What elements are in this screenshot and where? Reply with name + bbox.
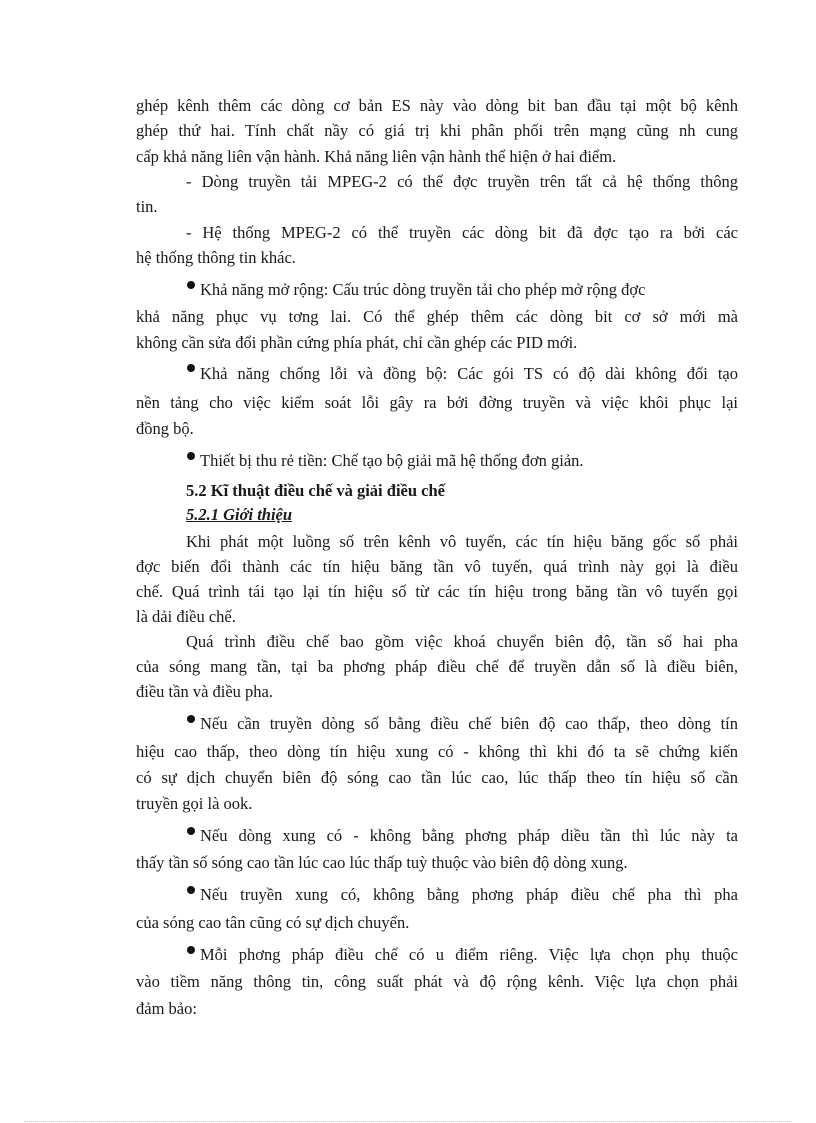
text-line: - Hệ thống MPEG-2 có thể truyền các dòng bit đã đợc tạo ra bởi các bbox=[186, 223, 738, 242]
text-line: Khi phát một luồng số trên kênh vô tuyến, các tín hiệu băng gốc số phải bbox=[186, 532, 738, 551]
text-line: của sóng cao tân cũng có sự dịch chuyển. bbox=[136, 913, 410, 932]
text-line: Mỗi phơng pháp điều chế có u điểm riêng. Việc lựa chọn phụ thuộc bbox=[200, 945, 738, 964]
bullet-icon bbox=[187, 946, 195, 954]
text-line: cấp khả năng liên vận hành. Khả năng liên vận hành thể hiện ở hai điểm. bbox=[136, 147, 617, 166]
text-line: vào tiềm năng thông tin, công suất phát và độ rộng kênh. Việc lựa chọn phải bbox=[136, 972, 738, 991]
text-line: Quá trình điều chế bao gồm việc khoá chuyển biên độ, tần số hai pha bbox=[186, 632, 738, 651]
text-line: - Dòng truyền tải MPEG-2 có thể đợc truyền trên tất cả hệ thống thông bbox=[186, 172, 738, 191]
bullet-icon bbox=[187, 452, 195, 460]
text-line: Thiết bị thu rẻ tiền: Chế tạo bộ giải mã hệ thống đơn giản. bbox=[200, 451, 584, 470]
text-line: đồng bộ. bbox=[136, 419, 194, 438]
text-line: chế. Quá trình tái tạo lại tín hiệu số từ các tín hiệu trong băng tần vô tuyến gọi bbox=[136, 582, 738, 601]
text-line: đợc biến đổi thành các tín hiệu băng tần vô tuyến, quá trình này gọi là điều bbox=[136, 557, 738, 576]
bullet-icon bbox=[187, 715, 195, 723]
text-line: Nếu cần truyền dòng số bằng điều chế biên độ cao thấp, theo dòng tín bbox=[200, 714, 738, 733]
text-line: có sự dịch chuyển biên độ sóng cao tần lúc cao, lúc thấp theo tín hiệu số cần bbox=[136, 768, 738, 787]
text-line: nền tảng cho việc kiểm soát lỗi gây ra bởi đờng truyền và việc khôi phục lại bbox=[136, 393, 738, 412]
text-line: là dải điều chế. bbox=[136, 607, 236, 626]
bullet-icon bbox=[187, 886, 195, 894]
text-line: thấy tần số sóng cao tần lúc cao lúc thấp tuỳ thuộc vào biên độ dòng xung. bbox=[136, 853, 628, 872]
text-line: khả năng phục vụ tơng lai. Có thể ghép thêm các dòng bit cơ sở mới mà bbox=[136, 307, 738, 326]
text-line: ghép thứ hai. Tính chất nầy có giá trị khi phân phối trên mạng cũng nh cung bbox=[136, 121, 738, 140]
text-line: Khả năng mở rộng: Cấu trúc dòng truyền tải cho phép mở rộng đợc bbox=[200, 280, 646, 299]
footer-rule bbox=[24, 1121, 792, 1122]
text-line: điều tần và điều pha. bbox=[136, 682, 273, 701]
bullet-icon bbox=[187, 364, 195, 372]
subsection-heading: 5.2.1 Giới thiệu bbox=[186, 505, 293, 524]
text-line: không cần sửa đổi phần cứng phía phát, chỉ cần ghép các PID mới. bbox=[136, 333, 578, 352]
text-line: của sóng mang tần, tại ba phơng pháp điều chế để truyền dẫn số là điều biên, bbox=[136, 657, 738, 676]
section-heading: 5.2 Kĩ thuật điều chế và giải điều chế bbox=[186, 481, 445, 500]
text-line: Nếu truyền xung có, không bằng phơng pháp điều chế pha thì pha bbox=[200, 885, 738, 904]
text-line: truyền gọi là ook. bbox=[136, 794, 253, 813]
text-line: hệ thống thông tin khác. bbox=[136, 248, 296, 267]
text-line: Nếu dòng xung có - không bằng phơng pháp diều tần thì lúc này ta bbox=[200, 826, 738, 845]
text-line: hiệu cao thấp, theo dòng tín hiệu xung có - không thì khi đó ta sẽ chứng kiến bbox=[136, 742, 738, 761]
bullet-icon bbox=[187, 281, 195, 289]
text-line: đảm bảo: bbox=[136, 999, 197, 1018]
text-line: Khả năng chống lỗi và đồng bộ: Các gói TS có độ dài không đổi tạo bbox=[200, 364, 738, 383]
bullet-icon bbox=[187, 827, 195, 835]
text-line: tin. bbox=[136, 197, 158, 216]
text-line: ghép kênh thêm các dòng cơ bản ES này vào dòng bit ban đầu tại một bộ kênh bbox=[136, 96, 738, 115]
